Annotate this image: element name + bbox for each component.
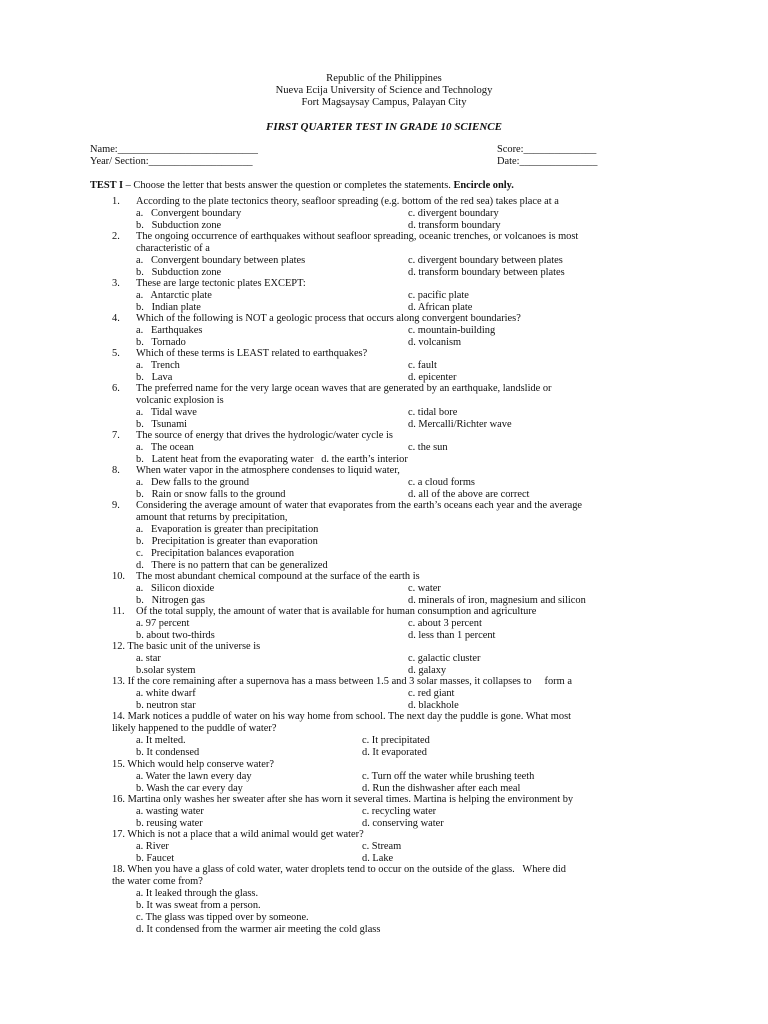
question-line: c. about 3 percent xyxy=(408,618,482,629)
question-line: a. Earthquakes xyxy=(136,325,203,336)
question-line: amount that returns by precipitation, xyxy=(136,512,288,523)
question-line: d. African plate xyxy=(408,302,473,313)
question-line: b.solar system xyxy=(136,665,196,676)
question-line: 15. Which would help conserve water? xyxy=(112,759,274,770)
question-line: b. Latent heat from the evaporating water d. the earth’s interior xyxy=(136,454,408,465)
question-line: Of the total supply, the amount of water that is available for human consumption and agriculture xyxy=(136,606,537,617)
question-line: b. Subduction zone xyxy=(136,267,222,278)
question-line: d. conserving water xyxy=(362,818,444,829)
question-line: c. Precipitation balances evaporation xyxy=(136,548,295,559)
instruction-text: – Choose the letter that bests answer the question or completes the statements. xyxy=(123,180,454,191)
question-line: b. reusing water xyxy=(136,818,203,829)
score-field[interactable]: Score:______________ xyxy=(497,144,597,155)
question-line: c. Stream xyxy=(362,841,402,852)
question-line: d. blackhole xyxy=(408,700,459,711)
question-line: The most abundant chemical compound at the surface of the earth is xyxy=(136,571,420,582)
question-line: d. It condensed from the warmer air meeting the cold glass xyxy=(136,924,381,935)
date-field[interactable]: Date:_______________ xyxy=(497,156,598,167)
question-line: b. Nitrogen gas xyxy=(136,595,205,606)
question-line: 12. The basic unit of the universe is xyxy=(112,641,261,652)
question-line: The source of energy that drives the hydrologic/water cycle is xyxy=(136,430,393,441)
header-country: Republic of the Philippines xyxy=(326,73,442,84)
header-university: Nueva Ecija University of Science and Technology xyxy=(275,85,493,96)
question-line: d. volcanism xyxy=(408,337,462,348)
question-line: 5. xyxy=(112,348,120,359)
question-line: c. galactic cluster xyxy=(408,653,481,664)
question-line: b. Wash the car every day xyxy=(136,783,243,794)
question-line: likely happened to the puddle of water? xyxy=(112,723,277,734)
question-line: 6. xyxy=(112,383,120,394)
question-line: c. Turn off the water while brushing teeth xyxy=(362,771,535,782)
question-line: d. Run the dishwasher after each meal xyxy=(362,783,521,794)
year-section-field[interactable]: Year/ Section:____________________ xyxy=(90,156,253,167)
question-line: a. Convergent boundary xyxy=(136,208,242,219)
question-line: c. The glass was tipped over by someone. xyxy=(136,912,309,923)
question-line: a. Antarctic plate xyxy=(136,290,212,301)
question-line: b. Lava xyxy=(136,372,173,383)
question-line: a. star xyxy=(136,653,161,664)
question-line: d. transform boundary between plates xyxy=(408,267,565,278)
question-line: 17. Which is not a place that a wild animal would get water? xyxy=(112,829,364,840)
question-line: a. 97 percent xyxy=(136,618,190,629)
question-line: volcanic explosion is xyxy=(136,395,224,406)
question-line: c. It precipitated xyxy=(362,735,430,746)
question-line: c. tidal bore xyxy=(408,407,458,418)
question-line: d. less than 1 percent xyxy=(408,630,496,641)
instruction-emphasis: Encircle only xyxy=(453,180,512,191)
question-line: b. It was sweat from a person. xyxy=(136,900,261,911)
question-line: c. red giant xyxy=(408,688,455,699)
question-line: c. mountain-building xyxy=(408,325,496,336)
instruction-end: . xyxy=(511,180,514,191)
question-line: c. pacific plate xyxy=(408,290,469,301)
question-line: a. Convergent boundary between plates xyxy=(136,255,306,266)
question-line: 9. xyxy=(112,500,120,511)
question-line: a. Water the lawn every day xyxy=(136,771,252,782)
question-line: Considering the average amount of water that evaporates from the earth’s oceans each year and the average xyxy=(136,500,583,511)
question-line: 13. If the core remaining after a supernova has a mass between 1.5 and 3 solar masses, it collapses to form a xyxy=(112,676,572,687)
question-line: d. Lake xyxy=(362,853,394,864)
question-line: 10. xyxy=(112,571,125,582)
question-line: d. epicenter xyxy=(408,372,457,383)
question-line: c. recycling water xyxy=(362,806,437,817)
question-line: 18. When you have a glass of cold water, water droplets tend to occur on the outside of the glass. Where did xyxy=(112,864,566,875)
question-line: b. Tsunami xyxy=(136,419,188,430)
question-line: b. Indian plate xyxy=(136,302,201,313)
question-line: Which of the following is NOT a geologic process that occurs along convergent boundaries? xyxy=(136,313,521,324)
question-line: 3. xyxy=(112,278,120,289)
question-line: b. about two-thirds xyxy=(136,630,215,641)
question-line: d. It evaporated xyxy=(362,747,427,758)
question-line: the water come from? xyxy=(112,876,203,887)
question-line: a. The ocean xyxy=(136,442,194,453)
question-line: The ongoing occurrence of earthquakes without seafloor spreading, oceanic trenches, or volcanoes is most xyxy=(136,231,579,242)
question-line: 11. xyxy=(112,606,125,617)
question-line: d. galaxy xyxy=(408,665,447,676)
test-label: TEST I xyxy=(90,180,124,191)
question-line: a. It melted. xyxy=(136,735,186,746)
question-line: 14. Mark notices a puddle of water on his way home from school. The next day the puddle is gone. What most xyxy=(112,711,572,722)
name-field[interactable]: Name:___________________________ xyxy=(90,144,258,155)
question-line: c. the sun xyxy=(408,442,448,453)
question-line: c. fault xyxy=(408,360,437,371)
question-line: a. wasting water xyxy=(136,806,204,817)
question-line: d. minerals of iron, magnesium and silicon xyxy=(408,595,586,606)
question-line: b. Rain or snow falls to the ground xyxy=(136,489,286,500)
question-line: a. It leaked through the glass. xyxy=(136,888,259,899)
question-line: d. all of the above are correct xyxy=(408,489,530,500)
question-line: characteristic of a xyxy=(136,243,210,254)
question-line: Which of these terms is LEAST related to earthquakes? xyxy=(136,348,368,359)
question-line: 2. xyxy=(112,231,120,242)
question-line: d. There is no pattern that can be generalized xyxy=(136,560,328,571)
question-line: a. Evaporation is greater than precipitation xyxy=(136,524,319,535)
question-line: c. divergent boundary between plates xyxy=(408,255,563,266)
question-line: 8. xyxy=(112,465,120,476)
question-line: c. water xyxy=(408,583,441,594)
question-line: a. Tidal wave xyxy=(136,407,197,418)
question-line: d. Mercalli/Richter wave xyxy=(408,419,512,430)
question-line: 4. xyxy=(112,313,120,324)
question-line: a. Silicon dioxide xyxy=(136,583,215,594)
question-line: c. divergent boundary xyxy=(408,208,499,219)
question-line: b. Tornado xyxy=(136,337,186,348)
question-line: a. Dew falls to the ground xyxy=(136,477,250,488)
question-line: b. neutron star xyxy=(136,700,196,711)
question-line: d. transform boundary xyxy=(408,220,501,231)
question-line: a. River xyxy=(136,841,169,852)
question-line: These are large tectonic plates EXCEPT: xyxy=(136,278,306,289)
question-line: b. Subduction zone xyxy=(136,220,222,231)
question-line: According to the plate tectonics theory, seafloor spreading (e.g. bottom of the red sea) takes place at a xyxy=(136,196,559,207)
test-instruction xyxy=(90,180,514,192)
question-line: 16. Martina only washes her sweater after she has worn it several times. Martina is helping the environment by xyxy=(112,794,574,805)
question-line: c. a cloud forms xyxy=(408,477,475,488)
question-line: b. Precipitation is greater than evaporation xyxy=(136,536,318,547)
test-title: FIRST QUARTER TEST IN GRADE 10 SCIENCE xyxy=(266,121,502,133)
question-line: a. white dwarf xyxy=(136,688,196,699)
question-line: 1. xyxy=(112,196,120,207)
question-line: a. Trench xyxy=(136,360,180,371)
question-line: b. It condensed xyxy=(136,747,200,758)
header-campus: Fort Magsaysay Campus, Palayan City xyxy=(301,97,467,108)
question-line: When water vapor in the atmosphere condenses to liquid water, xyxy=(136,465,400,476)
question-line: The preferred name for the very large ocean waves that are generated by an earthquake, landslide or xyxy=(136,383,552,394)
question-line: 7. xyxy=(112,430,120,441)
question-line: b. Faucet xyxy=(136,853,175,864)
